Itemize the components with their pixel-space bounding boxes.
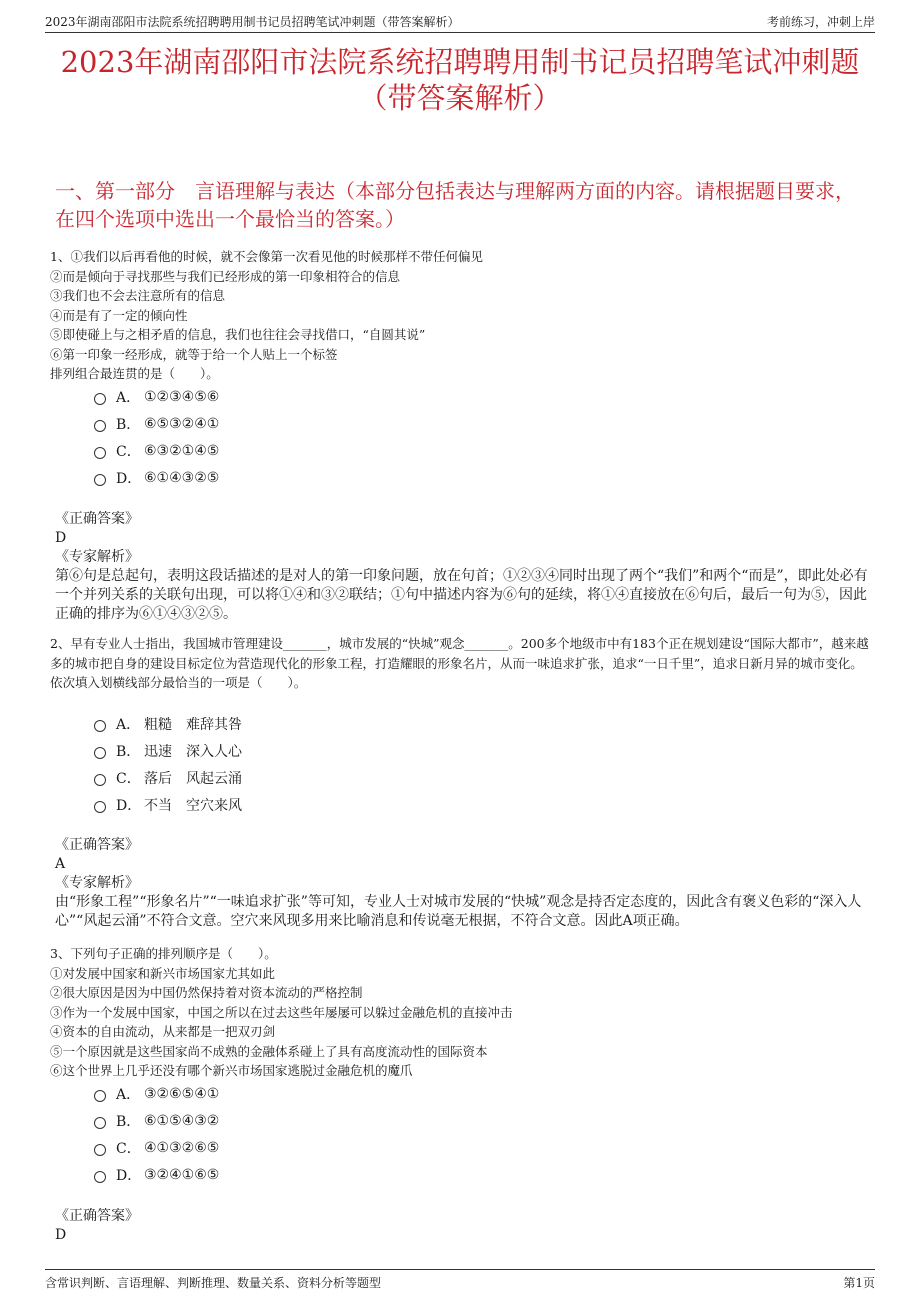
answer-value: D: [55, 530, 67, 546]
radio-icon[interactable]: [94, 393, 106, 405]
question-1: [50, 247, 870, 384]
q1-option-b[interactable]: B． ⑥⑤③②④①: [94, 410, 219, 437]
question-line: ④而是有了一定的倾向性: [50, 307, 188, 323]
radio-icon[interactable]: [94, 447, 106, 459]
page-title: [40, 44, 880, 116]
radio-icon[interactable]: [94, 1090, 106, 1102]
radio-icon[interactable]: [94, 720, 106, 732]
radio-icon[interactable]: [94, 1171, 106, 1183]
q3-answer-block: [55, 1207, 870, 1245]
question-line: ⑤一个原因就是这些国家尚不成熟的金融体系碰上了具有高度流动性的国际资本: [50, 1043, 488, 1059]
q1-option-a[interactable]: A． ①②③④⑤⑥: [94, 383, 219, 410]
q3-option-d[interactable]: D． ③②④①⑥⑤: [94, 1161, 219, 1188]
radio-icon[interactable]: [94, 801, 106, 813]
q3-option-a[interactable]: A． ③②⑥⑤④①: [94, 1080, 219, 1107]
q1-option-c[interactable]: C． ⑥③②①④⑤: [94, 437, 219, 464]
radio-icon[interactable]: [94, 774, 106, 786]
question-line: ③我们也不会去注意所有的信息: [50, 288, 226, 303]
question-line: ①对发展中国家和新兴市场国家尤其如此: [50, 965, 276, 981]
radio-icon[interactable]: [94, 420, 106, 432]
question-line: ③作为一个发展中国家，中国之所以在过去这些年屡屡可以躲过金融危机的直接冲击: [50, 1004, 513, 1020]
q1-answer-block: [55, 510, 870, 624]
header-slogan: 考前练习，冲刺上岸: [766, 14, 875, 29]
answer-value: D: [55, 1227, 67, 1243]
radio-icon[interactable]: [94, 1144, 106, 1156]
q2-option-c[interactable]: C． 落后 风起云涌: [94, 764, 242, 791]
question-line: ⑤即使碰上与之相矛盾的信息，我们也往往会寻找借口，“自圆其说”: [50, 327, 426, 342]
explanation: 由“形象工程”“形象名片”“一味追求扩张”等可知，专业人士对城市发展的“快城”观念是持否定态度的，因此含有褒义色彩的“深入人心”“风起云涌”不符合文意。空穴来风现多用来比喻消息和传说毫无根据，不符合文意。因此A项正确。: [55, 894, 862, 929]
question-3: [50, 944, 870, 1081]
header-doc-title: 2023年湖南邵阳市法院系统招聘聘用制书记员招聘笔试冲刺题（带答案解析）: [45, 14, 460, 29]
question-prompt: 3、下列句子正确的排列顺序是（ ）。: [50, 946, 277, 961]
question-line: ②而是倾向于寻找那些与我们已经形成的第一印象相符合的信息: [50, 268, 401, 284]
q3-options: [94, 1080, 219, 1188]
page-header: [45, 10, 875, 33]
q3-option-b[interactable]: B． ⑥①⑤④③②: [94, 1107, 219, 1134]
question-line: ⑥这个世界上几乎还没有哪个新兴市场国家逃脱过金融危机的魔爪: [50, 1063, 413, 1078]
question-2: [50, 634, 870, 693]
q2-answer-block: [55, 836, 870, 931]
q2-options: [94, 710, 242, 818]
page-footer: [45, 1269, 875, 1288]
q2-option-d[interactable]: D． 不当 空穴来风: [94, 791, 242, 818]
page-number: 第1页: [843, 1276, 875, 1290]
section-heading: 一、第一部分 言语理解与表达（本部分包括表达与理解两方面的内容。请根据题目要求，在四个选项中选出一个最恰当的答案。）: [55, 179, 855, 231]
expert-label: 《专家解析》: [55, 875, 139, 891]
q1-options: [94, 383, 219, 491]
question-prompt: 排列组合最连贯的是（ ）。: [50, 366, 219, 381]
answer-value: A: [55, 856, 66, 872]
question-line: 1、①我们以后再看他的时候，就不会像第一次看见他的时候那样不带任何偏见: [50, 249, 483, 264]
q1-option-d[interactable]: D． ⑥①④③②⑤: [94, 464, 219, 491]
title-line-1: 2023年湖南邵阳市法院系统招聘聘用制书记员招聘笔试冲刺题: [60, 45, 860, 79]
title-line-2: （带答案解析）: [358, 81, 562, 115]
question-line: 2、早有专业人士指出，我国城市管理建设_______，城市发展的“快城”观念_______。200多个地级市中有183个正在规划建设“国际大都市”，越来越多的城市把自身的建设目标定位为营造现代化的形象工程，打造耀眼的形象名片，从而一味追求扩张，追求“一日千里”，追求日新月异的城市变化。: [50, 636, 869, 671]
question-line: ②很大原因是因为中国仍然保持着对资本流动的严格控制: [50, 985, 363, 1000]
q2-option-b[interactable]: B． 迅速 深入人心: [94, 737, 242, 764]
radio-icon[interactable]: [94, 1117, 106, 1129]
explanation: 第⑥句是总起句，表明这段话描述的是对人的第一印象问题，放在句首；①②③④同时出现了两个“我们”和两个“而是”，即此处必有一个并列关系的关联句出现，可以将①④和③②联结；①句中描述内容为⑥句的延续，将①④直接放在⑥句后，最后一句为⑤，因此正确的排序为⑥①④③②⑤。: [55, 568, 868, 622]
answer-label: 《正确答案》: [55, 511, 139, 527]
expert-label: 《专家解析》: [55, 549, 139, 565]
q3-option-c[interactable]: C． ④①③②⑥⑤: [94, 1134, 219, 1161]
radio-icon[interactable]: [94, 747, 106, 759]
radio-icon[interactable]: [94, 474, 106, 486]
answer-label: 《正确答案》: [55, 1208, 139, 1224]
q2-option-a[interactable]: A． 粗糙 难辞其咎: [94, 710, 242, 737]
footer-note: 含常识判断、言语理解、判断推理、数量关系、资料分析等题型: [45, 1276, 382, 1290]
question-line: ⑥第一印象一经形成，就等于给一个人贴上一个标签: [50, 346, 338, 362]
question-line: ④资本的自由流动，从来都是一把双刃剑: [50, 1024, 276, 1039]
answer-label: 《正确答案》: [55, 837, 139, 853]
question-prompt: 依次填入划横线部分最恰当的一项是（ ）。: [50, 675, 307, 690]
